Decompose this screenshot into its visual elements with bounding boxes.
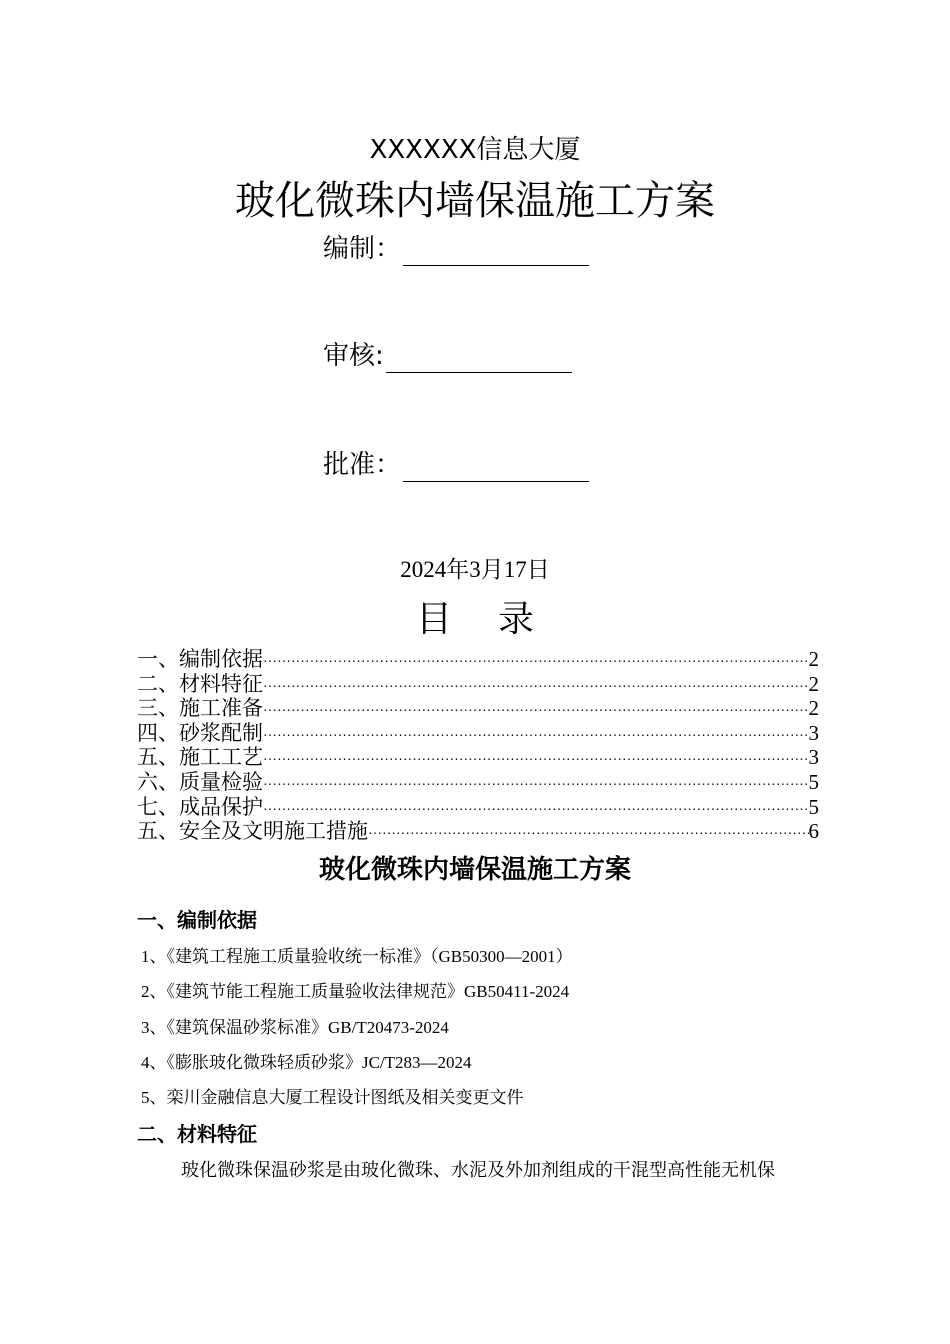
list-item: 5、栾川金融信息大厦工程设计图纸及相关变更文件 <box>141 1088 524 1108</box>
list-item: 3、《建筑保温砂浆标准》GB/T20473-2024 <box>141 1017 449 1037</box>
toc-title <box>0 597 950 643</box>
signature-label-compiler: 编制： <box>323 234 402 264</box>
toc-leader-dots <box>368 823 809 848</box>
toc-entry-page: 6 <box>808 819 819 844</box>
toc-entry[interactable] <box>137 696 819 721</box>
section-heading-materials: 二、材料特征 <box>137 1124 257 1146</box>
toc-entry-page: 5 <box>808 794 819 819</box>
toc-entry[interactable] <box>137 672 819 697</box>
toc-entry-label: 一、编制依据 <box>137 647 263 671</box>
toc-entry-label: 四、砂浆配制 <box>137 720 263 745</box>
materials-paragraph: 玻化微珠保温砂浆是由玻化微珠、水泥及外加剂组成的干混型高性能无机保 <box>181 1160 775 1180</box>
toc-entry-page: 5 <box>808 769 819 794</box>
section-heading-basis: 一、编制依据 <box>137 910 257 932</box>
toc-entry-label: 六、质量检验 <box>137 769 263 794</box>
toc-entry-page: 3 <box>808 720 819 745</box>
signature-approver <box>323 448 589 482</box>
company-name: XXXXXX信息大厦 <box>369 135 581 165</box>
signature-label-approver: 批准： <box>323 450 402 480</box>
toc-entry-label: 七、成品保护 <box>137 794 263 819</box>
toc-entry[interactable] <box>137 819 819 844</box>
toc-entry-label: 五、施工工艺 <box>137 745 263 770</box>
toc-entry[interactable] <box>137 745 819 770</box>
toc-entry-page: 3 <box>808 745 819 770</box>
toc-entry-label: 三、施工准备 <box>137 696 263 721</box>
toc-entry-page: 2 <box>808 696 819 721</box>
signature-line-approver <box>403 455 589 482</box>
signature-label-reviewer: 审核: <box>323 341 384 371</box>
toc-leader-dots <box>263 676 809 701</box>
signature-line-compiler <box>403 239 589 266</box>
toc-entry[interactable] <box>137 721 819 746</box>
toc-entry-label: 五、安全及文明施工措施 <box>137 819 368 844</box>
list-item: 4、《膨胀玻化微珠轻质砂浆》JC/T283—2024 <box>141 1052 472 1072</box>
toc-leader-dots <box>263 700 809 725</box>
signature-compiler <box>323 232 589 266</box>
toc-leader-dots <box>263 651 809 676</box>
basis-list <box>141 939 573 1115</box>
document-date: 2024年3月17日 <box>400 557 550 582</box>
toc-title-part1: 目 <box>415 599 452 640</box>
toc-entry[interactable] <box>137 770 819 795</box>
list-item: 1、《建筑工程施工质量验收统一标准》（GB50300—2001） <box>141 947 573 966</box>
toc-leader-dots <box>263 749 809 774</box>
toc-title-part2: 录 <box>498 599 535 640</box>
document-title: 玻化微珠内墙保温施工方案 <box>235 178 715 224</box>
body-title: 玻化微珠内墙保温施工方案 <box>318 855 631 884</box>
signature-line-reviewer <box>386 346 572 373</box>
toc-list <box>137 647 819 844</box>
signature-reviewer <box>323 339 572 373</box>
toc-entry-page: 2 <box>808 671 819 696</box>
toc-entry-label: 二、材料特征 <box>137 671 263 696</box>
toc-leader-dots <box>263 725 809 750</box>
toc-entry[interactable] <box>137 647 819 672</box>
toc-entry-page: 2 <box>808 647 819 671</box>
toc-leader-dots <box>263 774 809 799</box>
list-item: 2、《建筑节能工程施工质量验收法律规范》GB50411-2024 <box>141 982 570 1002</box>
toc-entry[interactable] <box>137 795 819 820</box>
